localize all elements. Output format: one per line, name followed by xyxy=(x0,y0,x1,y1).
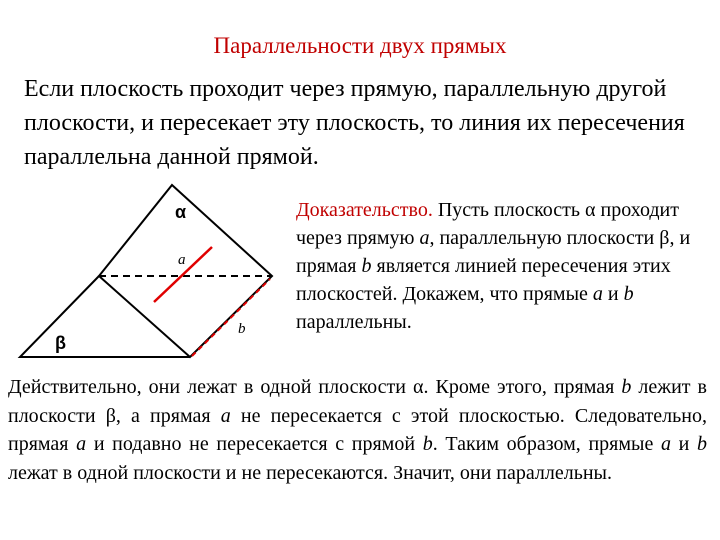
label-a: a xyxy=(178,252,186,268)
var-a: a xyxy=(592,283,603,305)
var-a: a xyxy=(76,433,87,455)
var-b: b xyxy=(621,376,632,398)
var-b: b xyxy=(697,433,708,455)
planes-figure xyxy=(0,180,290,365)
label-beta: β xyxy=(55,333,66,353)
var-b: b xyxy=(422,433,433,455)
theorem-text: Если плоскость проходит через прямую, параллельную другой плоскости, и пересекает эту плоскость, то линия их пересечения параллельна данной прямой. xyxy=(24,76,685,170)
var-b: b xyxy=(623,283,634,305)
label-alpha: α xyxy=(175,202,187,222)
proof-text: Доказательство. Пусть плоскость α проходит через прямую a, параллельную плоскости β, и прямая b является линией пересечения этих плоскостей. Докажем, что прямые a и b параллельны. xyxy=(296,199,691,333)
slide-title: Параллельности двух прямых xyxy=(213,33,507,58)
var-a: a xyxy=(660,433,671,455)
label-b: b xyxy=(238,321,246,337)
proof-lead: Доказательство. xyxy=(296,199,433,221)
var-a: a xyxy=(419,227,430,249)
conclusion-text: Действительно, они лежат в одной плоскости α. Кроме этого, прямая b лежит в плоскости β, а прямая a не пересекается с этой плоскостью. Следовательно, прямая a и подавно не пересекается с прямой b. Таким образом, прямые a и b лежат в одной плоскости и не пересекаются. Значит, они параллельны. xyxy=(8,376,708,484)
plane-beta xyxy=(20,276,190,357)
var-b: b xyxy=(361,255,372,277)
var-a: a xyxy=(220,404,231,427)
